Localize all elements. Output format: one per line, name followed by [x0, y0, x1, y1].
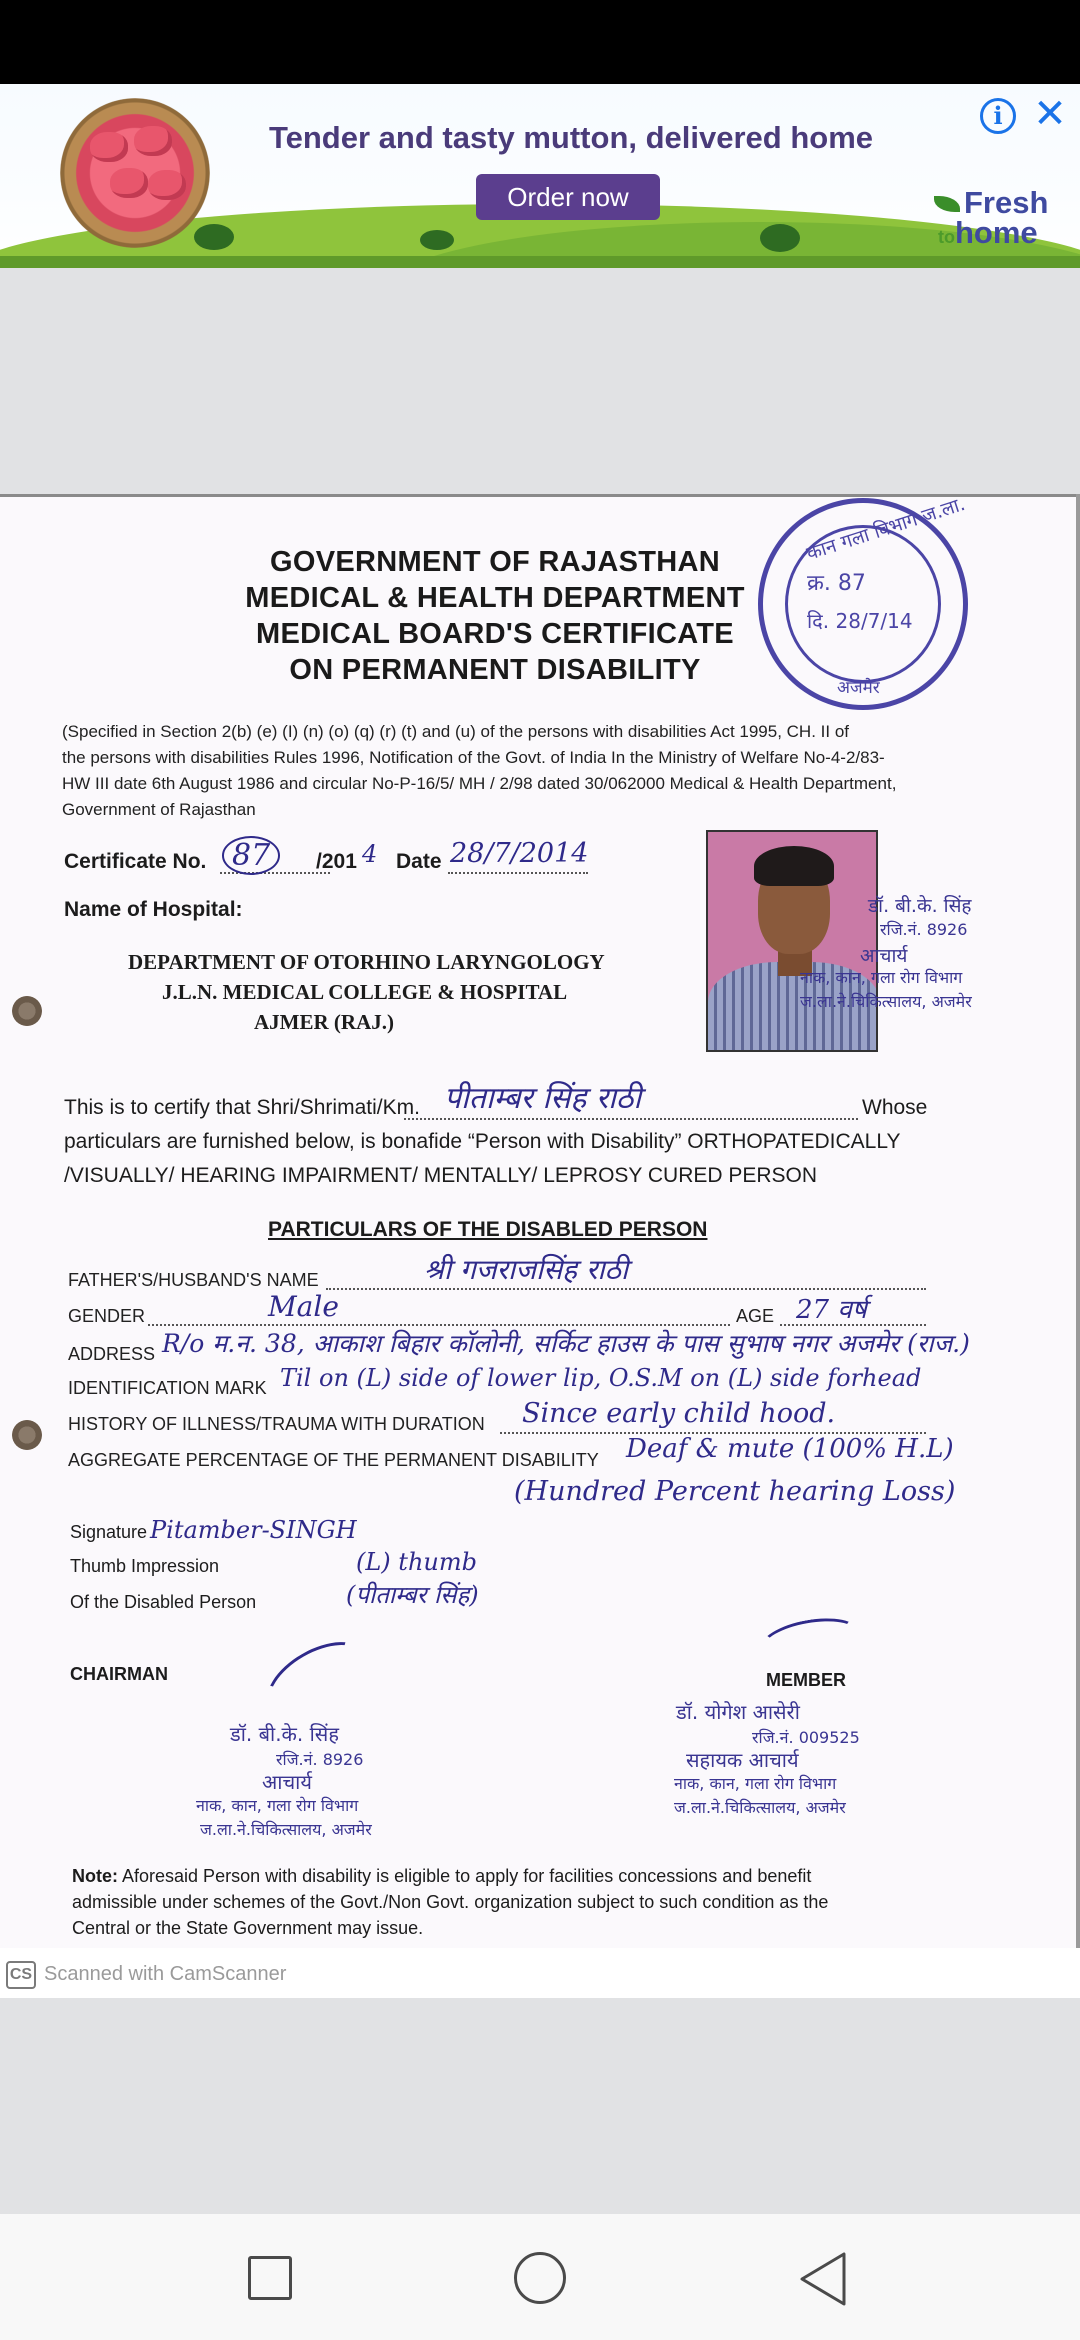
age-value: 27 वर्ष — [796, 1295, 867, 1325]
date-value: 28/7/2014 — [450, 838, 589, 869]
hospital-line: AJMER (RAJ.) — [254, 1010, 394, 1034]
aggregate-value: Deaf & mute (100% H.L) — [626, 1434, 954, 1464]
chairman-stamp-line: रजि.नं. 8926 — [276, 1750, 364, 1769]
ad-headline[interactable]: Tender and tasty mutton, delivered home — [268, 120, 874, 155]
chairman-stamp-line: ज.ला.ने.चिकित्सालय, अजमेर — [200, 1820, 372, 1839]
chairman-stamp-line: नाक, कान, गला रोग विभाग — [196, 1796, 359, 1815]
certificate-year-prefix: /201 — [316, 850, 357, 873]
doc-title-line: ON PERMANENT DISABILITY — [289, 654, 701, 686]
chairman-stamp-line: डॉ. बी.के. सिंह — [230, 1722, 339, 1746]
document-edge — [1076, 494, 1080, 1954]
member-stamp-line: रजि.नं. 009525 — [752, 1728, 860, 1747]
aggregate-label: AGGREGATE PERCENTAGE OF THE PERMANENT DISABILITY — [68, 1450, 599, 1470]
spec-line: (Specified in Section 2(b) (e) (I) (n) (o) (q) (r) (t) and (u) of the persons with disabilities Act 1995, CH. II of — [62, 722, 850, 741]
thumb-note-name: (पीताम्बर सिंह) — [346, 1581, 479, 1609]
stamp-text: कान गला विभाग ज.ला. — [803, 492, 968, 565]
certify-prefix: This is to certify that Shri/Shrimati/Km. — [64, 1096, 420, 1119]
father-value: श्री गजराजसिंह राठी — [424, 1253, 629, 1286]
meat-piece — [148, 170, 186, 200]
certificate-year-digit: 4 — [362, 840, 378, 868]
note-line — [72, 1866, 811, 1887]
spec-line: HW III date 6th August 1986 and circular No-P-16/5/ MH / 2/98 dated 30/062000 Medical & Health Department, — [62, 774, 897, 793]
note-text: Aforesaid Person with disability is eligible to apply for facilities concessions and benefit — [122, 1866, 812, 1886]
ad-bush — [194, 224, 234, 250]
round-department-stamp — [758, 492, 968, 710]
chairman-label: CHAIRMAN — [70, 1664, 168, 1684]
ad-ground — [0, 256, 1080, 268]
dotted-line — [404, 1118, 858, 1120]
thumb-impression-label: Thumb Impression — [70, 1556, 220, 1576]
fresh-to-home-logo[interactable] — [938, 185, 1058, 252]
member-stamp-line: डॉ. योगेश आसेरी — [676, 1700, 800, 1724]
note-label: Note: — [72, 1866, 118, 1886]
aggregate-note: (Hundred Percent hearing Loss) — [514, 1476, 956, 1507]
hospital-line: DEPARTMENT OF OTORHINO LARYNGOLOGY — [128, 950, 605, 974]
hospital-label: Name of Hospital: — [64, 898, 243, 921]
ad-bush — [760, 224, 800, 252]
member-stamp-line: ज.ला.ने.चिकित्सालय, अजमेर — [674, 1798, 846, 1817]
photo-stamp-line: आचार्य — [860, 945, 908, 967]
person-name: पीताम्बर सिंह राठी — [444, 1081, 642, 1116]
member-label: MEMBER — [766, 1670, 846, 1690]
member-stamp-line: नाक, कान, गला रोग विभाग — [674, 1774, 837, 1793]
punch-hole — [12, 996, 42, 1026]
signature-label: Signature — [70, 1522, 148, 1542]
patient-signature: Pitamber-SINGH — [150, 1516, 357, 1544]
id-mark-value: Til on (L) side of lower lip, O.S.M on (L) side forhead — [280, 1364, 922, 1392]
father-label: FATHER'S/HUSBAND'S NAME — [68, 1270, 319, 1290]
address-label: ADDRESS — [68, 1344, 156, 1364]
stamp-text: क्र. 87 — [807, 571, 866, 596]
history-label: HISTORY OF ILLNESS/TRAUMA WITH DURATION — [68, 1414, 485, 1434]
logo-line2: home — [955, 215, 1038, 250]
ad-bush — [420, 230, 454, 250]
age-label: AGE — [736, 1306, 775, 1326]
recent-apps-icon[interactable] — [248, 2256, 292, 2300]
meat-piece — [110, 168, 148, 198]
spec-line: the persons with disabilities Rules 1996, Notification of the Govt. of India In the Ministry of Welfare No-4-2/83- — [62, 748, 885, 767]
logo-to: to — [938, 227, 955, 247]
info-icon[interactable]: i — [980, 98, 1016, 134]
member-stamp-line: सहायक आचार्य — [686, 1748, 799, 1772]
order-now-button[interactable]: Order now — [476, 174, 660, 220]
doc-title-line: MEDICAL BOARD'S CERTIFICATE — [256, 618, 734, 650]
particulars-heading: PARTICULARS OF THE DISABLED PERSON — [268, 1218, 708, 1241]
back-icon[interactable] — [796, 2250, 850, 2308]
camscanner-icon: CS — [6, 1961, 36, 1989]
note-line: Central or the State Government may issue. — [72, 1918, 424, 1938]
stamp-text: दि. 28/7/14 — [807, 609, 913, 633]
meat-piece — [90, 132, 128, 162]
certificate-no-value: 87 — [222, 836, 280, 875]
doc-title-line: MEDICAL & HEALTH DEPARTMENT — [245, 582, 745, 614]
photo-stamp-line: डॉ. बी.के. सिंह — [868, 895, 972, 917]
ad-banner[interactable] — [0, 84, 1080, 268]
date-label: Date — [396, 850, 442, 873]
status-bar — [0, 0, 1080, 84]
scanned-with-text: Scanned with CamScanner — [44, 1963, 287, 1985]
photo-stamp-line: नाक, कान, गला रोग विभाग — [800, 968, 963, 987]
photo-stamp-line: ज.ला.ने.चिकित्सालय, अजमेर — [800, 992, 972, 1011]
hospital-line: J.L.N. MEDICAL COLLEGE & HOSPITAL — [162, 980, 568, 1004]
history-value: Since early child hood. — [522, 1398, 836, 1429]
of-disabled-person-label: Of the Disabled Person — [70, 1592, 257, 1612]
chairman-stamp-line: आचार्य — [262, 1770, 312, 1794]
photo-stamp-line: रजि.नं. 8926 — [880, 920, 968, 939]
certify-line: /VISUALLY/ HEARING IMPAIRMENT/ MENTALLY/ LEPROSY CURED PERSON — [64, 1164, 818, 1187]
id-mark-label: IDENTIFICATION MARK — [68, 1378, 267, 1398]
punch-hole — [12, 1420, 42, 1450]
gender-value: Male — [268, 1290, 339, 1323]
logo-line1: Fresh — [964, 185, 1049, 220]
certify-line: particulars are furnished below, is bonafide “Person with Disability” ORTHOPATEDICALLY — [64, 1130, 901, 1153]
note-line: admissible under schemes of the Govt./Non Govt. organization subject to such condition as the — [72, 1892, 829, 1912]
passport-photo — [706, 830, 878, 1052]
mutton-bowl-image — [60, 98, 210, 248]
certify-suffix: Whose — [862, 1096, 928, 1119]
thumb-note: (L) thumb — [356, 1548, 477, 1576]
doc-title-line: GOVERNMENT OF RAJASTHAN — [270, 546, 720, 578]
photo-hair — [754, 846, 834, 886]
certificate-no-label: Certificate No. — [64, 850, 207, 873]
address-value: R/o म.न. 38, आकाश बिहार कॉलोनी, सर्किट हाउस के पास सुभाष नगर अजमेर (राज.) — [162, 1329, 970, 1358]
meat-piece — [134, 126, 172, 156]
stamp-text: अजमेर — [837, 678, 880, 698]
dotted-line — [448, 872, 588, 874]
gender-label: GENDER — [68, 1306, 146, 1326]
home-icon[interactable] — [514, 2252, 566, 2304]
close-icon[interactable]: ✕ — [1033, 92, 1067, 136]
spec-line: Government of Rajasthan — [62, 800, 256, 819]
